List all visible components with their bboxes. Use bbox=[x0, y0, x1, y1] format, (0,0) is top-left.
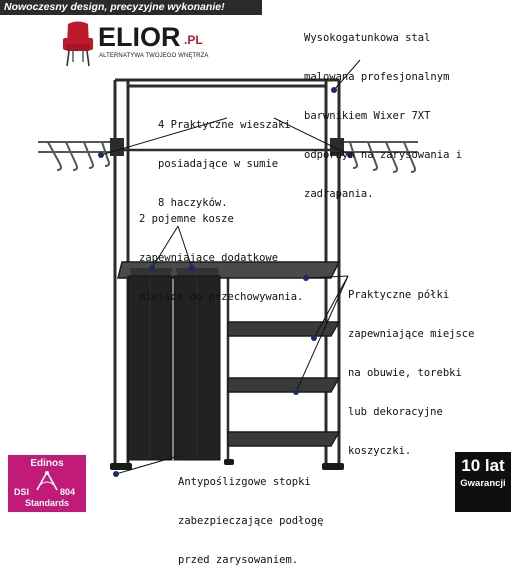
logo-name: ELIOR bbox=[98, 22, 181, 52]
warranty-badge bbox=[455, 452, 511, 512]
logo-suffix: .PL bbox=[184, 33, 203, 47]
edinos-code: 804 bbox=[60, 487, 76, 497]
compass-icon bbox=[32, 470, 62, 492]
promo-banner: Nowoczesny design, precyzyjne wykonanie! bbox=[0, 0, 262, 15]
annotation-hangers: 4 Praktyczne wieszaki posiadające w sumie 8 haczyków. bbox=[158, 119, 291, 209]
edinos-standards-badge bbox=[8, 455, 86, 512]
annotation-feet: Antypoślizgowe stopki zabezpieczające podłogę przed zarysowaniem. bbox=[178, 476, 324, 566]
annotation-steel: Wysokogatunkowa stal malowana profesjonalnym barwnikiem Wixer 7XT odpornym na zarysowania i zadrapania. bbox=[304, 32, 463, 200]
warranty-label: Gwarancji bbox=[460, 478, 506, 489]
edinos-standards: Standards bbox=[24, 498, 69, 508]
logo-tagline: ALTERNATYWA TWOJEGO WNĘTRZA bbox=[99, 53, 209, 59]
warranty-years: 10 lat bbox=[461, 456, 505, 475]
edinos-dsi: DSI bbox=[14, 487, 30, 497]
annotation-baskets: 2 pojemne kosze zapewniające dodatkowe miejsce do przechowywania. bbox=[139, 213, 304, 303]
hanger-left bbox=[38, 138, 124, 170]
edinos-name: Edinos bbox=[30, 458, 64, 469]
annotation-shelves: Praktyczne półki zapewniające miejsce na obuwie, torebki lub dekoracyjne koszyczki. bbox=[348, 289, 475, 457]
